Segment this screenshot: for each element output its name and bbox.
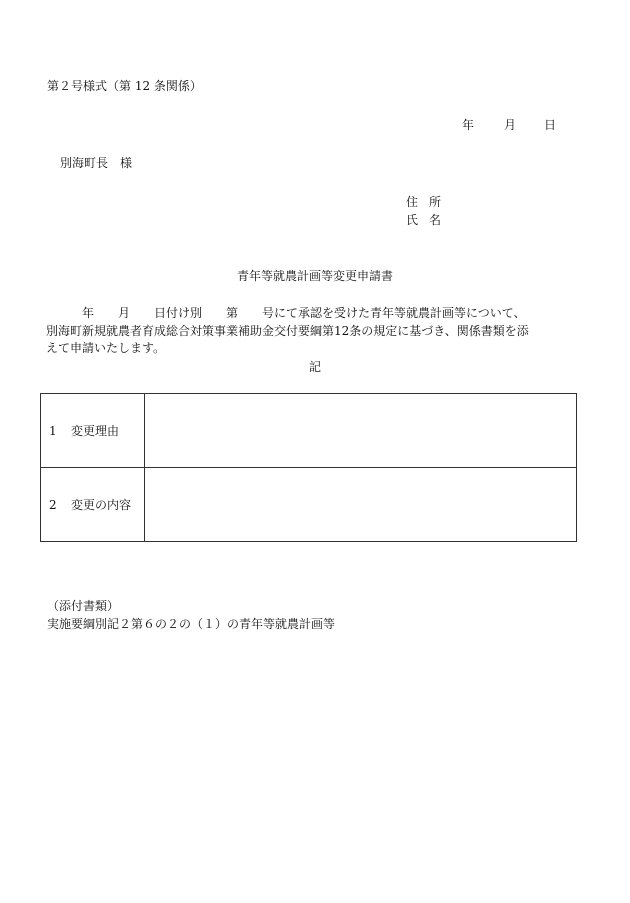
application-body-text	[46, 305, 586, 358]
table-row	[41, 468, 577, 542]
address-label	[406, 196, 441, 208]
name-label	[406, 214, 441, 226]
date-line	[462, 119, 556, 131]
change-reason-field[interactable]	[145, 394, 577, 468]
name-label-char-1: 氏	[406, 213, 419, 227]
body-line-2: 別海町新規就農者育成総合対策事業補助金交付要綱第12条の規定に基づき、関係書類を添	[46, 323, 529, 338]
table-row	[41, 394, 577, 468]
row-number: 2	[49, 498, 57, 512]
attachments-heading: （添付書類）	[47, 599, 120, 613]
body-line-1: 年 月 日付け別 第 号にて承認を受けた青年等就農計画等について、	[46, 306, 526, 320]
ki-heading: 記	[308, 360, 321, 374]
change-content-label	[41, 468, 145, 542]
address-label-char-1: 住	[406, 195, 419, 209]
form-number: 第２号様式（第 12 条関係）	[47, 79, 202, 93]
body-line-3: えて申請いたします。	[46, 341, 166, 355]
recipient: 別海町長 様	[60, 156, 133, 170]
change-table	[40, 393, 577, 542]
date-day: 日	[544, 118, 557, 132]
name-label-char-2: 名	[429, 213, 442, 227]
attachment-item: 実施要綱別記２第６の２の（１）の青年等就農計画等	[47, 617, 336, 631]
address-label-char-2: 所	[429, 195, 442, 209]
row-label: 変更理由	[71, 424, 120, 438]
document-title: 青年等就農計画等変更申請書	[236, 269, 393, 283]
change-reason-label	[41, 394, 145, 468]
row-number: 1	[49, 424, 57, 438]
date-month: 月	[504, 118, 517, 132]
row-label: 変更の内容	[71, 498, 132, 512]
change-content-field[interactable]	[145, 468, 577, 542]
date-year: 年	[462, 118, 475, 132]
